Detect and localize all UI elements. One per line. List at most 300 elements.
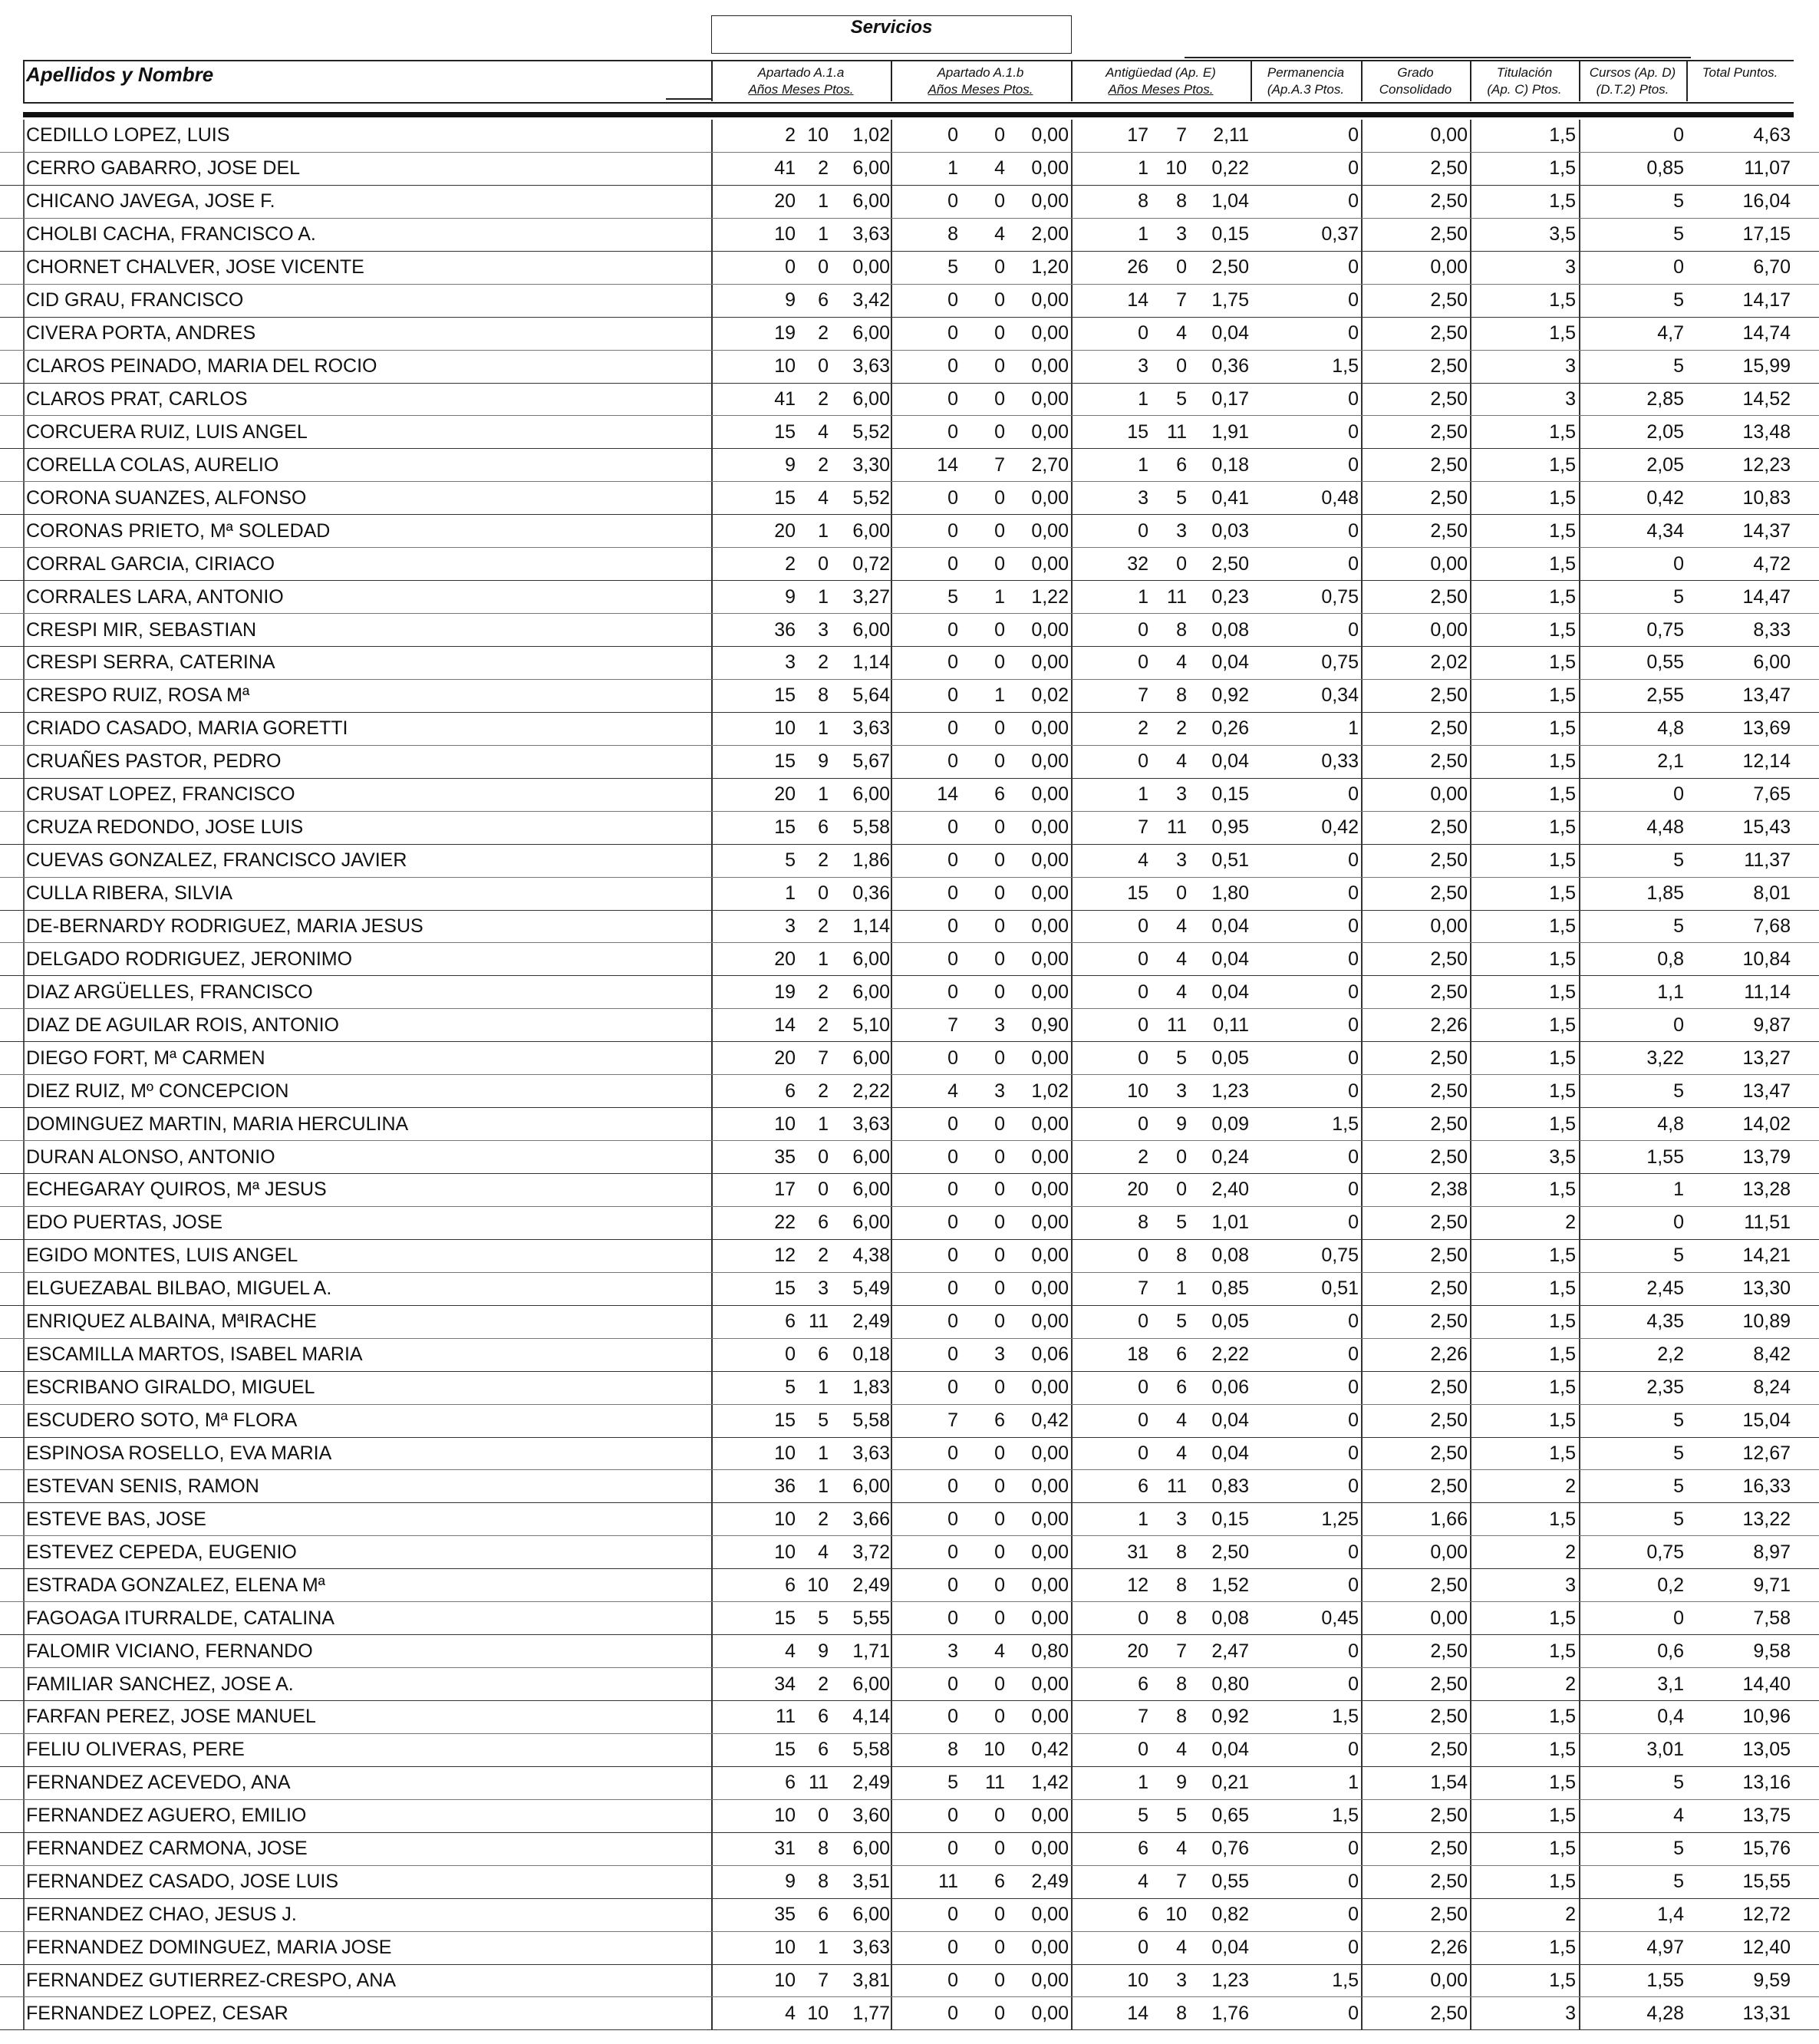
applicant-name: FERNANDEZ DOMINGUEZ, MARIA JOSE	[26, 1937, 392, 1959]
antiguedad-meses: 3	[1176, 1508, 1187, 1530]
header-column-divider	[891, 61, 892, 101]
a1a-meses: 2	[818, 1014, 829, 1036]
column-header-line1: Apartado A.1.b	[937, 65, 1024, 80]
table-row	[0, 252, 1819, 285]
a1a-anos: 35	[774, 1146, 796, 1168]
permanencia-ptos: 1,5	[1332, 1969, 1359, 1991]
permanencia-ptos: 0,75	[1321, 651, 1359, 674]
antiguedad-anos: 0	[1138, 1113, 1148, 1135]
grado-consolidado: 2,50	[1430, 223, 1468, 246]
antiguedad-ptos: 0,04	[1211, 322, 1249, 345]
a1a-meses: 1	[818, 948, 829, 970]
titulacion-ptos: 1,5	[1549, 684, 1576, 707]
a1b-ptos: 0,00	[1031, 124, 1069, 147]
a1a-anos: 15	[774, 684, 796, 707]
antiguedad-anos: 8	[1138, 190, 1148, 213]
a1b-meses: 0	[994, 1376, 1005, 1399]
a1b-meses: 6	[994, 1871, 1005, 1893]
titulacion-ptos: 1,5	[1549, 519, 1576, 542]
cursos-ptos: 0	[1673, 552, 1684, 575]
header-column-divider	[1470, 61, 1471, 101]
applicant-name: EDO PUERTAS, JOSE	[26, 1212, 223, 1234]
antiguedad-meses: 7	[1176, 1871, 1187, 1893]
antiguedad-meses: 0	[1176, 552, 1187, 575]
a1a-anos: 35	[774, 1904, 796, 1926]
total-puntos: 9,59	[1753, 1969, 1791, 1991]
antiguedad-anos: 1	[1138, 223, 1148, 246]
a1a-meses: 6	[818, 1343, 829, 1366]
a1a-meses: 2	[818, 1080, 829, 1102]
grado-consolidado: 2,50	[1430, 322, 1468, 345]
applicant-name: FAMILIAR SANCHEZ, JOSE A.	[26, 1673, 294, 1695]
a1a-ptos: 1,83	[852, 1376, 890, 1399]
servicios-title: Servicios	[850, 17, 933, 38]
antiguedad-meses: 5	[1176, 1805, 1187, 1827]
titulacion-ptos: 1,5	[1549, 585, 1576, 608]
a1a-meses: 1	[818, 1475, 829, 1497]
a1a-anos: 41	[774, 157, 796, 180]
applicant-name: FELIU OLIVERAS, PERE	[26, 1739, 245, 1761]
antiguedad-ptos: 2,50	[1211, 1541, 1249, 1563]
a1a-anos: 5	[785, 1376, 796, 1399]
antiguedad-meses: 7	[1176, 124, 1187, 147]
antiguedad-ptos: 0,17	[1211, 387, 1249, 410]
permanencia-ptos: 0	[1348, 1047, 1359, 1069]
antiguedad-ptos: 0,95	[1211, 816, 1249, 839]
total-puntos: 13,79	[1742, 1146, 1791, 1168]
antiguedad-meses: 3	[1176, 519, 1187, 542]
a1b-meses: 0	[994, 1706, 1005, 1728]
permanencia-ptos: 1	[1348, 1772, 1359, 1794]
a1b-ptos: 0,00	[1031, 981, 1069, 1003]
a1a-ptos: 1,86	[852, 849, 890, 872]
applicant-name: CRESPI SERRA, CATERINA	[26, 651, 275, 674]
table-row	[0, 153, 1819, 186]
applicant-name: DIEGO FORT, Mª CARMEN	[26, 1047, 265, 1069]
a1a-meses: 8	[818, 1838, 829, 1860]
a1b-meses: 0	[994, 1113, 1005, 1135]
titulacion-ptos: 3,5	[1549, 1146, 1576, 1168]
a1a-meses: 9	[818, 750, 829, 773]
antiguedad-ptos: 0,15	[1211, 223, 1249, 246]
cursos-ptos: 1,4	[1657, 1904, 1684, 1926]
column-header	[1686, 64, 1794, 81]
applicant-name: CORONAS PRIETO, Mª SOLEDAD	[26, 519, 331, 542]
a1b-ptos: 1,42	[1031, 1772, 1069, 1794]
a1a-anos: 0	[785, 256, 796, 279]
a1a-anos: 19	[774, 322, 796, 345]
table-row	[0, 1042, 1819, 1075]
a1b-anos: 0	[947, 618, 958, 641]
a1a-meses: 0	[818, 552, 829, 575]
a1a-anos: 12	[774, 1245, 796, 1267]
antiguedad-meses: 3	[1176, 1080, 1187, 1102]
antiguedad-meses: 3	[1176, 783, 1187, 806]
a1b-meses: 0	[994, 1937, 1005, 1959]
total-puntos: 16,33	[1742, 1475, 1791, 1497]
antiguedad-anos: 4	[1138, 849, 1148, 872]
a1a-anos: 20	[774, 190, 796, 213]
table-row	[0, 976, 1819, 1009]
a1b-ptos: 0,00	[1031, 750, 1069, 773]
a1a-ptos: 6,00	[852, 1179, 890, 1201]
permanencia-ptos: 0	[1348, 981, 1359, 1003]
antiguedad-ptos: 2,11	[1213, 124, 1249, 147]
grado-consolidado: 2,50	[1430, 1640, 1468, 1662]
a1a-anos: 10	[774, 1442, 796, 1464]
antiguedad-anos: 17	[1127, 124, 1148, 147]
a1a-ptos: 5,64	[852, 684, 890, 707]
cursos-ptos: 2,35	[1646, 1376, 1684, 1399]
a1b-anos: 0	[947, 486, 958, 509]
a1b-meses: 7	[994, 453, 1005, 476]
a1b-ptos: 0,00	[1031, 651, 1069, 674]
grado-consolidado: 2,38	[1430, 1179, 1468, 1201]
column-header-line2: (D.T.2) Ptos.	[1596, 82, 1669, 97]
grado-consolidado: 0,00	[1430, 124, 1468, 147]
a1b-anos: 0	[947, 1937, 958, 1959]
permanencia-ptos: 0,33	[1321, 750, 1359, 773]
antiguedad-anos: 1	[1138, 387, 1148, 410]
a1b-ptos: 0,00	[1031, 1475, 1069, 1497]
antiguedad-anos: 0	[1138, 750, 1148, 773]
a1a-anos: 20	[774, 1047, 796, 1069]
a1b-meses: 0	[994, 717, 1005, 740]
a1a-anos: 1	[785, 882, 796, 905]
grado-consolidado: 2,50	[1430, 717, 1468, 740]
a1b-anos: 8	[947, 223, 958, 246]
total-puntos: 8,42	[1753, 1343, 1791, 1366]
a1b-ptos: 0,80	[1031, 1640, 1069, 1662]
cursos-ptos: 0,42	[1646, 486, 1684, 509]
a1b-meses: 0	[994, 1310, 1005, 1333]
antiguedad-ptos: 1,75	[1211, 289, 1249, 312]
grado-consolidado: 0,00	[1430, 552, 1468, 575]
titulacion-ptos: 1,5	[1549, 1969, 1576, 1991]
table-row	[0, 120, 1819, 153]
cursos-ptos: 5	[1673, 1475, 1684, 1497]
total-puntos: 12,23	[1742, 453, 1791, 476]
a1b-anos: 5	[947, 1772, 958, 1794]
grado-consolidado: 2,50	[1430, 1673, 1468, 1695]
column-header	[1361, 64, 1470, 98]
a1b-meses: 0	[994, 1047, 1005, 1069]
titulacion-ptos: 1,5	[1549, 124, 1576, 147]
titulacion-ptos: 1,5	[1549, 1047, 1576, 1069]
a1a-anos: 15	[774, 486, 796, 509]
permanencia-ptos: 0	[1348, 1376, 1359, 1399]
permanencia-ptos: 0	[1348, 1871, 1359, 1893]
a1a-meses: 3	[818, 1278, 829, 1300]
a1a-meses: 10	[807, 124, 829, 147]
a1b-meses: 0	[994, 1904, 1005, 1926]
applicant-name: ESCUDERO SOTO, Mª FLORA	[26, 1409, 298, 1432]
grado-consolidado: 2,50	[1430, 420, 1468, 443]
cursos-ptos: 3,1	[1657, 1673, 1684, 1695]
a1b-ptos: 2,49	[1031, 1871, 1069, 1893]
a1a-anos: 10	[774, 1937, 796, 1959]
a1a-ptos: 3,66	[852, 1508, 890, 1530]
antiguedad-anos: 7	[1138, 684, 1148, 707]
titulacion-ptos: 1,5	[1549, 1508, 1576, 1530]
a1b-meses: 0	[994, 1673, 1005, 1695]
a1b-meses: 3	[994, 1343, 1005, 1366]
permanencia-ptos: 0	[1348, 1838, 1359, 1860]
antiguedad-meses: 8	[1176, 1706, 1187, 1728]
permanencia-ptos: 1,25	[1321, 1508, 1359, 1530]
antiguedad-meses: 8	[1176, 2002, 1187, 2024]
titulacion-ptos: 1,5	[1549, 1838, 1576, 1860]
total-puntos: 15,43	[1742, 816, 1791, 839]
a1a-ptos: 3,63	[852, 223, 890, 246]
antiguedad-ptos: 2,50	[1211, 256, 1249, 279]
a1b-ptos: 2,70	[1031, 453, 1069, 476]
cursos-ptos: 0	[1673, 783, 1684, 806]
a1a-meses: 6	[818, 1904, 829, 1926]
applicant-name: CRIADO CASADO, MARIA GORETTI	[26, 717, 348, 740]
titulacion-ptos: 1,5	[1549, 750, 1576, 773]
cursos-ptos: 5	[1673, 849, 1684, 872]
total-puntos: 15,55	[1742, 1871, 1791, 1893]
a1a-meses: 2	[818, 915, 829, 937]
header-group-rule	[1185, 57, 1691, 58]
total-puntos: 8,24	[1753, 1376, 1791, 1399]
applicant-name: CHOLBI CACHA, FRANCISCO A.	[26, 223, 316, 246]
a1a-anos: 9	[785, 453, 796, 476]
a1a-anos: 6	[785, 1310, 796, 1333]
grado-consolidado: 2,50	[1430, 750, 1468, 773]
antiguedad-ptos: 1,23	[1211, 1080, 1249, 1102]
a1b-meses: 0	[994, 1969, 1005, 1991]
applicant-name: CIVERA PORTA, ANDRES	[26, 322, 256, 345]
antiguedad-ptos: 2,22	[1211, 1343, 1249, 1366]
permanencia-ptos: 1,5	[1332, 1805, 1359, 1827]
applicant-name: CRUZA REDONDO, JOSE LUIS	[26, 816, 304, 839]
antiguedad-anos: 0	[1138, 1014, 1148, 1036]
a1b-ptos: 0,00	[1031, 882, 1069, 905]
applicant-name: ELGUEZABAL BILBAO, MIGUEL A.	[26, 1278, 332, 1300]
column-header	[1071, 64, 1251, 98]
header-top-rule	[23, 60, 1794, 61]
cursos-ptos: 1,1	[1657, 981, 1684, 1003]
grado-consolidado: 0,00	[1430, 1969, 1468, 1991]
total-puntos: 11,14	[1744, 981, 1791, 1003]
antiguedad-meses: 4	[1176, 1937, 1187, 1959]
cursos-ptos: 1	[1673, 1179, 1684, 1201]
a1b-ptos: 0,00	[1031, 355, 1069, 377]
total-puntos: 11,07	[1744, 157, 1791, 180]
a1a-meses: 0	[818, 1805, 829, 1827]
permanencia-ptos: 0,75	[1321, 1245, 1359, 1267]
a1b-meses: 0	[994, 849, 1005, 872]
grado-consolidado: 1,54	[1430, 1772, 1468, 1794]
a1b-anos: 0	[947, 1838, 958, 1860]
antiguedad-ptos: 0,04	[1211, 1442, 1249, 1464]
applicant-name: ESPINOSA ROSELLO, EVA MARIA	[26, 1442, 332, 1464]
a1b-meses: 0	[994, 915, 1005, 937]
a1b-meses: 0	[994, 387, 1005, 410]
titulacion-ptos: 1,5	[1549, 420, 1576, 443]
name-column-header: Apellidos y Nombre	[26, 63, 214, 86]
antiguedad-anos: 8	[1138, 1212, 1148, 1234]
table-row	[0, 1174, 1819, 1207]
antiguedad-ptos: 0,65	[1211, 1805, 1249, 1827]
antiguedad-anos: 7	[1138, 1706, 1148, 1728]
titulacion-ptos: 1,5	[1549, 1179, 1576, 1201]
antiguedad-anos: 0	[1138, 981, 1148, 1003]
antiguedad-meses: 5	[1176, 1212, 1187, 1234]
applicant-name: CLAROS PRAT, CARLOS	[26, 387, 248, 410]
column-header-line2: Años Meses Ptos.	[748, 82, 854, 97]
a1b-anos: 0	[947, 1673, 958, 1695]
total-puntos: 13,47	[1742, 684, 1791, 707]
a1b-ptos: 0,00	[1031, 289, 1069, 312]
applicant-name: ENRIQUEZ ALBAINA, MªIRACHE	[26, 1310, 317, 1333]
cursos-ptos: 0,2	[1657, 1574, 1684, 1596]
permanencia-ptos: 1,5	[1332, 355, 1359, 377]
a1a-anos: 15	[774, 420, 796, 443]
antiguedad-anos: 2	[1138, 717, 1148, 740]
titulacion-ptos: 3	[1565, 355, 1576, 377]
a1a-ptos: 4,14	[852, 1706, 890, 1728]
applicant-name: DURAN ALONSO, ANTONIO	[26, 1146, 275, 1168]
grado-consolidado: 2,26	[1430, 1343, 1468, 1366]
a1a-ptos: 6,00	[852, 322, 890, 345]
a1b-ptos: 0,00	[1031, 2002, 1069, 2024]
table-row	[0, 1899, 1819, 1932]
antiguedad-meses: 3	[1176, 1969, 1187, 1991]
antiguedad-meses: 4	[1176, 1409, 1187, 1432]
antiguedad-ptos: 0,04	[1211, 1409, 1249, 1432]
a1a-ptos: 4,38	[852, 1245, 890, 1267]
antiguedad-ptos: 0,04	[1211, 1739, 1249, 1761]
antiguedad-meses: 10	[1165, 1904, 1187, 1926]
total-puntos: 13,69	[1742, 717, 1791, 740]
cursos-ptos: 0	[1673, 1014, 1684, 1036]
table-row	[0, 1833, 1819, 1866]
permanencia-ptos: 0	[1348, 289, 1359, 312]
antiguedad-anos: 0	[1138, 322, 1148, 345]
cursos-ptos: 5	[1673, 355, 1684, 377]
a1a-ptos: 6,00	[852, 783, 890, 806]
titulacion-ptos: 1,5	[1549, 1442, 1576, 1464]
table-row	[0, 1866, 1819, 1899]
column-header	[711, 64, 891, 98]
applicant-name: CHORNET CHALVER, JOSE VICENTE	[26, 256, 364, 279]
a1b-meses: 0	[994, 981, 1005, 1003]
permanencia-ptos: 0	[1348, 783, 1359, 806]
a1b-ptos: 0,00	[1031, 1805, 1069, 1827]
a1b-ptos: 0,00	[1031, 948, 1069, 970]
titulacion-ptos: 1,5	[1549, 1409, 1576, 1432]
antiguedad-ptos: 1,01	[1211, 1212, 1249, 1234]
titulacion-ptos: 1,5	[1549, 1343, 1576, 1366]
cursos-ptos: 5	[1673, 1772, 1684, 1794]
antiguedad-ptos: 0,80	[1211, 1673, 1249, 1695]
a1a-ptos: 5,58	[852, 816, 890, 839]
a1a-meses: 2	[818, 1245, 829, 1267]
a1b-anos: 0	[947, 849, 958, 872]
total-puntos: 11,51	[1744, 1212, 1791, 1234]
applicant-name: FERNANDEZ CHAO, JESUS J.	[26, 1904, 297, 1926]
applicant-name: FALOMIR VICIANO, FERNANDO	[26, 1640, 313, 1662]
table-row	[0, 845, 1819, 878]
antiguedad-ptos: 2,40	[1211, 1179, 1249, 1201]
titulacion-ptos: 1,5	[1549, 289, 1576, 312]
total-puntos: 15,99	[1742, 355, 1791, 377]
permanencia-ptos: 0	[1348, 1640, 1359, 1662]
table-row	[0, 1701, 1819, 1734]
permanencia-ptos: 0	[1348, 1212, 1359, 1234]
cursos-ptos: 5	[1673, 190, 1684, 213]
cursos-ptos: 5	[1673, 1442, 1684, 1464]
column-header-line1: Cursos (Ap. D)	[1589, 65, 1676, 80]
applicant-name: FERNANDEZ AGUERO, EMILIO	[26, 1805, 307, 1827]
permanencia-ptos: 0	[1348, 1409, 1359, 1432]
titulacion-ptos: 1,5	[1549, 453, 1576, 476]
total-puntos: 13,05	[1742, 1739, 1791, 1761]
permanencia-ptos: 0	[1348, 1574, 1359, 1596]
a1a-ptos: 5,52	[852, 420, 890, 443]
antiguedad-anos: 10	[1127, 1969, 1148, 1991]
a1b-anos: 0	[947, 684, 958, 707]
a1b-ptos: 0,00	[1031, 1904, 1069, 1926]
antiguedad-anos: 0	[1138, 519, 1148, 542]
a1b-anos: 0	[947, 519, 958, 542]
a1a-meses: 4	[818, 486, 829, 509]
titulacion-ptos: 1,5	[1549, 1772, 1576, 1794]
a1a-anos: 6	[785, 1574, 796, 1596]
antiguedad-meses: 6	[1176, 1343, 1187, 1366]
antiguedad-ptos: 0,82	[1211, 1904, 1249, 1926]
a1b-anos: 0	[947, 1574, 958, 1596]
a1a-meses: 1	[818, 585, 829, 608]
a1a-ptos: 3,60	[852, 1805, 890, 1827]
column-header	[1470, 64, 1579, 98]
grado-consolidado: 2,50	[1430, 882, 1468, 905]
table-row	[0, 1767, 1819, 1800]
a1b-meses: 0	[994, 1607, 1005, 1629]
a1a-meses: 1	[818, 1937, 829, 1959]
a1b-meses: 0	[994, 124, 1005, 147]
antiguedad-meses: 7	[1176, 1640, 1187, 1662]
a1a-meses: 6	[818, 289, 829, 312]
a1b-ptos: 0,90	[1031, 1014, 1069, 1036]
grado-consolidado: 2,50	[1430, 355, 1468, 377]
antiguedad-anos: 0	[1138, 1607, 1148, 1629]
total-puntos: 13,22	[1742, 1508, 1791, 1530]
a1a-ptos: 6,00	[852, 618, 890, 641]
grado-consolidado: 2,50	[1430, 289, 1468, 312]
a1b-ptos: 0,00	[1031, 420, 1069, 443]
applicant-name: CHICANO JAVEGA, JOSE F.	[26, 190, 275, 213]
a1b-anos: 4	[947, 1080, 958, 1102]
antiguedad-meses: 0	[1176, 882, 1187, 905]
grado-consolidado: 2,50	[1430, 1475, 1468, 1497]
a1b-anos: 14	[937, 453, 958, 476]
titulacion-ptos: 1,5	[1549, 190, 1576, 213]
column-header-line2: (Ap. C) Ptos.	[1487, 82, 1562, 97]
permanencia-ptos: 0	[1348, 1673, 1359, 1695]
a1b-meses: 0	[994, 651, 1005, 674]
titulacion-ptos: 1,5	[1549, 948, 1576, 970]
grado-consolidado: 2,50	[1430, 1146, 1468, 1168]
antiguedad-meses: 8	[1176, 1607, 1187, 1629]
grado-consolidado: 2,50	[1430, 519, 1468, 542]
a1b-anos: 0	[947, 289, 958, 312]
table-row	[0, 746, 1819, 779]
a1b-anos: 0	[947, 981, 958, 1003]
